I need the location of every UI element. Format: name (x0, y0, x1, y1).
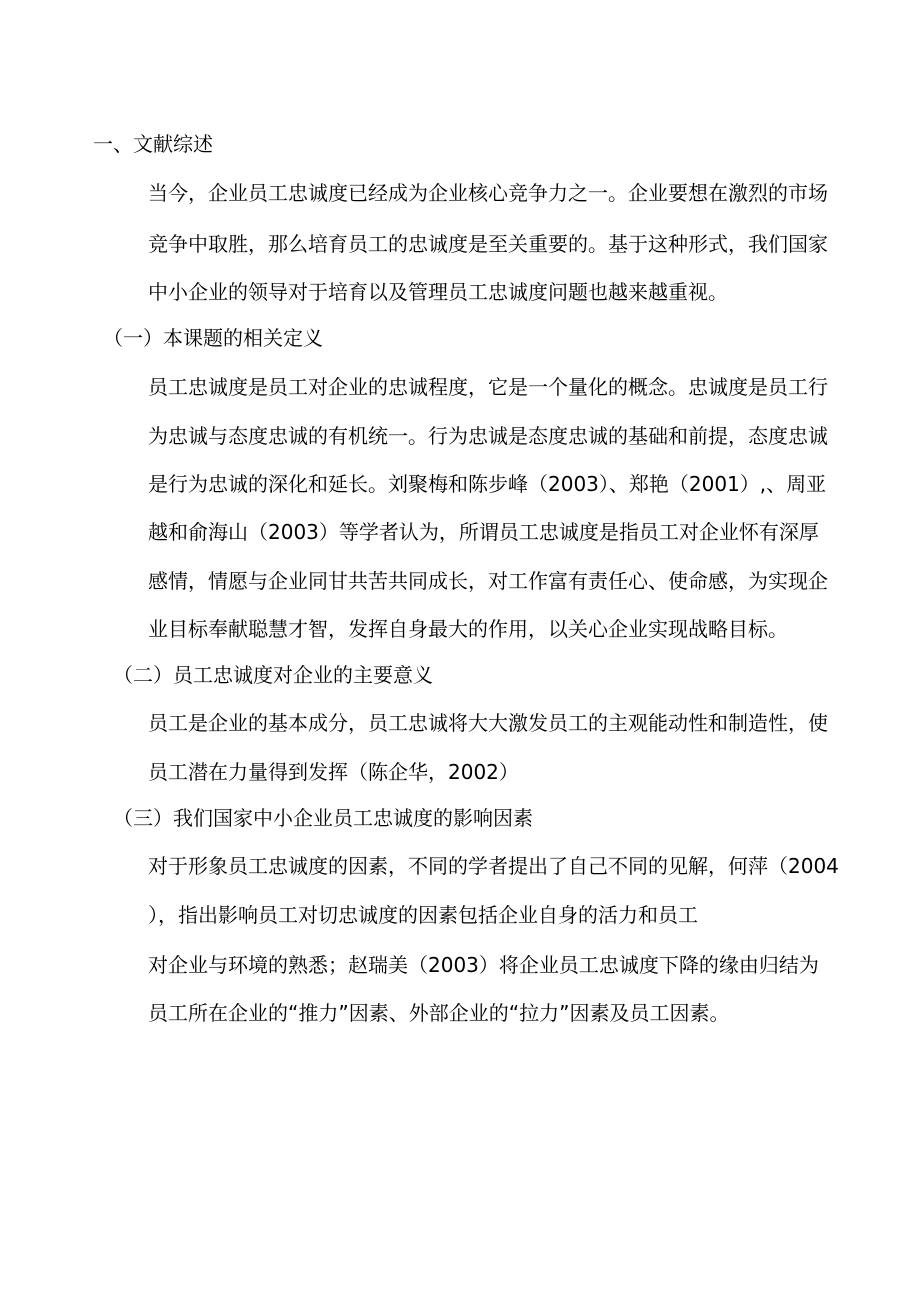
section1-line-4: 越和俞海山（2003）等学者认为，所谓员工忠诚度是指员工对企业怀有深厚 (148, 520, 819, 544)
section1-line-2: 为忠诚与态度忠诚的有机统一。行为忠诚是态度忠诚的基础和前提，态度忠诚 (148, 424, 828, 448)
section2-line-2: 员工潜在力量得到发挥（陈企华，2002） (148, 760, 519, 784)
section3-line-2: ），指出影响员工对切忠诚度的因素包括企业自身的活力和员工 (148, 903, 698, 927)
intro-line-3: 中小企业的领导对于培育以及管理员工忠诚度问题也越来越重视。 (148, 280, 728, 304)
subsection-3-title: （三）我们国家中小企业员工忠诚度的影响因素 (113, 806, 533, 830)
subsection-1-title: （一）本课题的相关定义 (103, 326, 323, 350)
section1-line-1: 员工忠诚度是员工对企业的忠诚程度，它是一个量化的概念。忠诚度是员工行 (148, 375, 828, 399)
section-heading: 一、文献综述 (93, 132, 213, 156)
intro-line-1: 当今，企业员工忠诚度已经成为企业核心竞争力之一。企业要想在激烈的市场 (148, 181, 828, 205)
intro-line-2: 竞争中取胜，那么培育员工的忠诚度是至关重要的。基于这种形式，我们国家 (148, 232, 828, 256)
section3-line-4: 员工所在企业的“推力”因素、外部企业的“拉力”因素及员工因素。 (148, 1001, 730, 1025)
section1-line-6: 业目标奉献聪慧才智，发挥自身最大的作用，以关心企业实现战略目标。 (148, 617, 788, 641)
section3-line-3: 对企业与环境的熟悉；赵瑞美（2003）将企业员工忠诚度下降的缘由归结为 (148, 953, 819, 977)
section3-line-1: 对于形象员工忠诚度的因素，不同的学者提出了自己不同的见解，何萍（2004 (148, 854, 839, 878)
section1-line-3: 是行为忠诚的深化和延长。刘聚梅和陈步峰（2003）、郑艳（2001）,、周亚 (148, 472, 827, 496)
subsection-2-title: （二）员工忠诚度对企业的主要意义 (113, 663, 433, 687)
section1-line-5: 感情，情愿与企业同甘共苦共同成长，对工作富有责任心、使命感，为实现企 (148, 569, 828, 593)
section2-line-1: 员工是企业的基本成分，员工忠诚将大大激发员工的主观能动性和制造性，使 (148, 711, 828, 735)
